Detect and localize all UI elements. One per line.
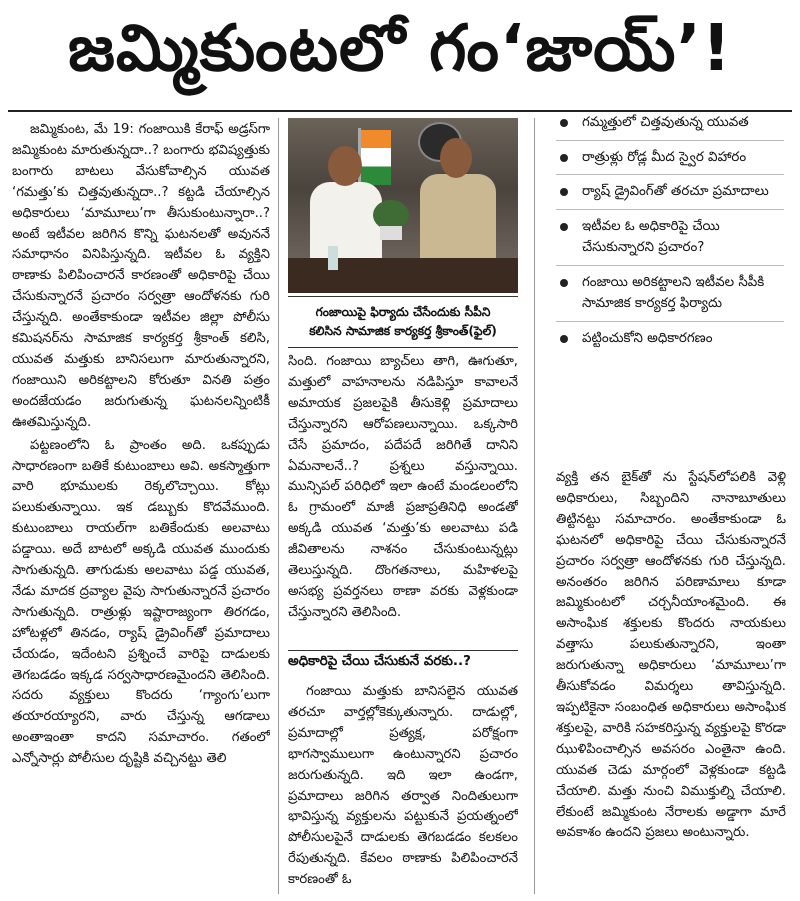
article-column-1 — [12, 120, 270, 890]
bullet-icon — [560, 188, 568, 196]
article-column-2-top — [288, 352, 518, 650]
bullet-icon — [560, 279, 568, 287]
highlight-item: ఇటీవల ఓ అధికారిపై చేయి చేసుకున్నారని ప్రచారం? — [556, 216, 784, 266]
article-paragraph: వ్యక్తి తన బైక్‌తో ను స్టేషన్‌లోపలికి వెళ్లి అధికారులు, సిబ్బందిని నానాబూతులు తిట్టినట్టు సమాచారం. అంతేకాకుండా ఓ ఘటనలో అధికారిపై చేయి చేసుకున్నారనే ప్రచారం సర్వత్రా ఆందోళనకు గురి చేస్తున్నది. అనంతరం జరిగిన పరిణామాలు కూడా జమ్మికుంటలో చర్చనీయాంశమైంది. ఈ అసాంఘిక శక్తులకు కొందరు నాయకులు వత్తాసు పలుకుతున్నారని, ఇంతా జరుగుతున్నా అధికారులు ‘మామూలు’గా తీసుకోవడం విమర్శలు తావిస్తున్నది. ఇప్పటికైనా సంబంధిత అధికారులు అసాంఘిక శక్తులపై, వారికి సహకరిస్తున్న వ్యక్తులపై కొరడా ఝుళిపించాల్సిన అవసరం ఎంతైనా ఉంది. యువత చెడు మార్గంలో వెళ్లకుండా కట్టడి చేయాలి. మత్తు నుంచి విముక్తుల్ని చేయాలి. లేకుంటే జమ్మికుంట నేరాలకు అడ్డాగా మారే అవకాశం ఉందని ప్రజలు అంటున్నారు. — [556, 470, 786, 841]
highlight-item: గమ్మత్తులో చిత్తవుతున్న యువత — [556, 112, 784, 141]
photo-caption — [288, 296, 518, 348]
section-subheading: అధికారిపై చేయి చేసుకునే వరకు..? — [288, 650, 518, 675]
photo-caption-line: కలిసిన సామాజిక కార్యకర్త శ్రీకాంత్(ఫైల్) — [309, 324, 497, 338]
article-paragraph: సింది. గంజాయి బ్యాచ్‌లు తాగి, ఊగుతూ, మత్తులో వాహనాలను నడిపిస్తూ కావాలనే అమాయక ప్రజలపైకి తీసుకెళ్లి ప్రమాదాలు చేస్తున్నారని ఆరోపణలున్నాయి. ఒక్కసారి చేసే ప్రమాదం, పదేపదే జరిగితే దానిని ఏమనాలనే..? ప్రశ్నలు వస్తున్నాయి. మున్సిపల్ పరిధిలో ఇలా ఉంటే మండలంలోని ఓ గ్రామంలో మాజీ ప్రజాప్రతినిధి అండతో అక్కడి యువత ‘మత్తు’కు అలవాటు పడి జీవితాలను నాశనం చేసుకుంటున్నట్లు తెలుస్తున్నది. దొంగతనాలు, మహిళలపై అసభ్య ప్రవర్తనలు ఠాణా వరకు వెళ్లకుండా చేస్తున్నారని తెలిసింది. — [288, 354, 518, 620]
bullet-icon — [560, 335, 568, 343]
article-paragraph: గంజాయి మత్తుకు బానిసలైన యువత తరచూ వార్తల్లోకెక్కుతున్నారు. దాడుల్లో, ప్రమాదాల్లో ప్రత్యక్ష, పరోక్షంగా భాగస్వాములుగా ఉంటున్నారని ప్రచారం జరుగుతున్నది. ఇది ఇలా ఉండగా, ప్రమాదాలు జరిగిన తర్వాత నిందితులుగా భావిస్తున్న వ్యక్తులను పట్టుకునే ప్రయత్నంలో పోలీసులపైనే దాడులకు తెగబడడం కలకలం రేపుతున్నది. కేవలం ఠాణాకు పిలిపించారనే కారణంతో ఓ — [288, 684, 518, 888]
highlight-item: గంజాయి అరికట్టాలని ఇటీవల సీపీకి సామాజిక కార్యకర్త ఫిర్యాదు — [556, 272, 784, 322]
article-paragraph: జమ్మికుంట, మే 19: గంజాయికి కేరాఫ్ అడ్రస్‌గా జమ్మికుంట మారుతున్నదా..? బంగారు భవిష్యత్తుకు బంగారు బాటలు వేసుకోవాల్సిన యువత ‘గమత్తు’కు చిత్తవుతున్నదా..? కట్టడి చేయాల్సిన అధికారులు ‘మామూలు’గా తీసుకుంటున్నారా..? అంటే ఇటీవల జరిగిన కొన్ని ఘటనలతో అవుననే సమాధానం వినిపిస్తున్నది. ఇటీవల ఓ వ్యక్తిని ఠాణాకు పిలిపించారనే కారణంతో అధికారిపై చేయి చేసుకున్నారనే ప్రచారం సర్వత్రా ఆందోళనకు గురి చేస్తున్నది. అంతేకాకుండా ఇటీవల జిల్లా పోలీసు కమిషనర్‌ను సామాజిక కార్యకర్త శ్రీకాంత్ కలిసి, యువత మత్తుకు బానిసలుగా మారుతున్నారని, గంజాయిని అరికట్టాలని కోరుతూ వినతి పత్రం అందజేయడం జరుగుతున్న ఘటనలన్నింటికీ ఊతమిస్తున్నది. — [12, 122, 270, 430]
bullet-icon — [560, 119, 568, 127]
column-divider — [534, 118, 535, 894]
bullet-icon — [560, 154, 568, 162]
photo-caption-line: గంజాయిపై ఫిర్యాదు చేసేందుకు సీపీని — [315, 305, 491, 319]
column-divider — [278, 118, 279, 894]
article-column-2-bottom — [288, 682, 518, 892]
article-paragraph: పట్టణంలోని ఓ ప్రాంతం అది. ఒకప్పుడు సాధారణంగా బతికే కుటుంబాలు అవి. అకస్మాత్తుగా వారి భూములకు రెక్కలొచ్చాయి. కోట్లు పలుకుతున్నాయి. ఇక డబ్బుకు కొదవేముంది. కుటుంబాలు రాయల్‌గా బతికేందుకు అలవాటు పడ్డాయి. అదే బాటలో అక్కడి యువత ముందుకు సాగుతున్నది. తాగుడుకు అలవాటు పడ్డ యువత, నేడు మాదక ద్రవ్యాల వైపు సాగుతున్నారనే ప్రచారం సాగుతున్నది. రాత్రుళ్లు ఇష్టారాజ్యంగా తిరగడం, హోటళ్లలో తినడం, ర్యాష్ డ్రైవింగ్‌తో ప్రమాదాలు చేయడం, ఇదేంటని ప్రశ్నించే వారిపై దాడులకు తెగబడడం ఇక్కడ సర్వసాధారణమైందని తెలిసింది. సదరు వ్యక్తులు కొందరు ‘గ్యాంగు’లుగా తయారయ్యారని, వారు చేస్తున్న ఆగడాలు అంతాఇంతా కాదని సమాచారం. గతంలో ఎన్నోసార్లు పోలీసుల దృష్టికి వచ్చినట్టు తెలి — [12, 437, 270, 767]
headline: జమ్మికుంటలో గం‘జాయ్’! — [68, 11, 732, 86]
highlight-item: ర్యాష్ డ్రైవింగ్‌తో తరచూ ప్రమాదాలు — [556, 181, 784, 210]
highlight-item: రాత్రుళ్లు రోడ్ల మీద స్వైర విహారం — [556, 147, 784, 176]
highlight-item: పట్టించుకోని అధికారగణం — [556, 328, 784, 356]
article-column-3 — [556, 468, 786, 892]
news-photo — [288, 118, 518, 293]
highlights-box — [556, 112, 784, 464]
bullet-icon — [560, 223, 568, 231]
